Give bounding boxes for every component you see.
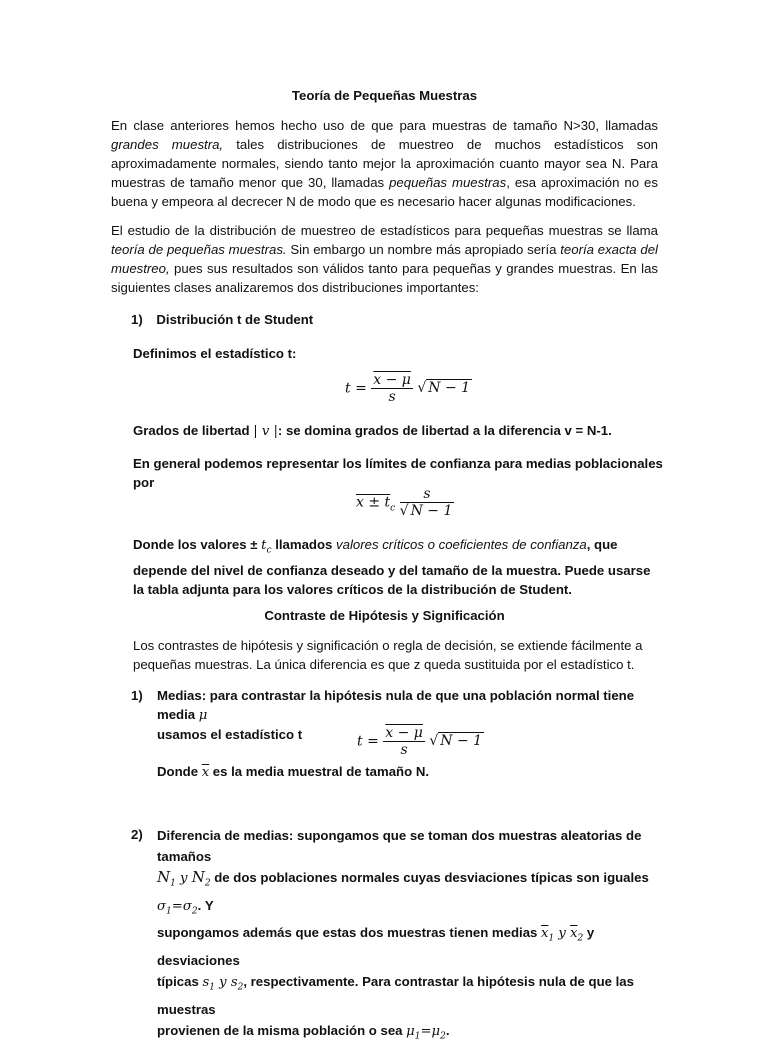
donde-valores-paragraph [133,535,658,599]
ci-radicand: N − 1 [410,503,453,519]
medias-donde-b: es la media muestral de tamaño N. [209,764,430,779]
diferencia-line2-end: . Y [197,897,214,913]
formula-t-medias [357,725,484,758]
mu1-subscript: 1 [414,1031,421,1042]
diferencia-paragraph [157,825,662,1047]
diferencia-line2 [157,867,662,922]
x1-subscript: 1 [548,933,555,944]
formula-t-statistic [345,372,472,405]
p1-italic-d: pequeñas muestras [389,175,507,190]
s1-symbol: s [202,974,210,990]
grados-text-b: : se domina grados de libertad a la diferencia v = N-1. [277,423,612,438]
ci-subscript: c [390,503,396,514]
mu-symbol: μ [198,708,208,723]
p2-italic-d: teoría exacta del muestreo, [111,242,658,276]
equals-sign: = [171,898,183,914]
definimos-text: Definimos el estadístico t: [133,346,297,361]
xbar-symbol: $\overline{x}$ [201,765,210,780]
sigma2-symbol: σ [182,898,192,914]
equals-sign-2: = [420,1023,432,1039]
diferencia-line3-end: y desviaciones [157,925,595,968]
x2bar-symbol: $\overline{x}$ [570,926,578,942]
y3-connector: y [214,974,231,990]
grados-text-a: Grados de libertad [133,423,254,438]
tc-symbol: t [261,538,267,553]
x1bar-symbol: $\overline{x}$ [541,926,549,942]
sigma1-symbol: σ [157,898,167,914]
p1-italic-b: grandes muestra, [111,137,224,152]
donde-text-d: , que depende del nivel de confianza deseado y del tamaño de la muestra. Puede usarse la tabla adjunta para los valores críticos de la distribución de Student. [133,537,651,597]
formula-fraction [371,372,413,405]
medias-number: 1) [131,688,143,703]
diferencia-line4 [157,971,662,1020]
s1-subscript: 1 [209,982,215,993]
p2-text-a: El estudio de la distribución de muestreo de estadísticos para pequeñas muestras se llama [111,223,658,238]
formula2-numerator: x − μ [385,725,423,741]
n2-subscript: 2 [204,878,211,889]
mu2-symbol: μ [431,1023,441,1039]
n2-symbol: N [191,868,205,886]
ci-sqrt: √ N − 1 [399,503,453,519]
medias-donde-text [157,762,704,782]
mu2-subscript: 2 [440,1031,446,1042]
diferencia-line4-text: típicas [157,973,203,989]
page-title: Teoría de Pequeñas Muestras [291,88,478,103]
formula-confidence-interval [356,486,454,519]
formula2-denominator: s [400,742,408,758]
section-title: Distribución t de Student [156,312,314,327]
medias-text2: usamos el estadístico t [157,727,303,742]
diferencia-line1: Diferencia de medias: supongamos que se toman dos muestras aleatorias de tamaños [157,828,642,864]
donde-italic-c: valores críticos o coeficientes de confianza [336,537,587,552]
study-paragraph [111,221,658,297]
formula-radicand: N − 1 [428,380,471,396]
formula2-radicand: N − 1 [440,733,483,749]
grados-libertad-text [133,421,680,441]
p2-italic-b: teoría de pequeñas muestras. [111,242,287,257]
y2-connector: y [554,926,571,942]
section-number: 1) [131,312,143,327]
limites-confianza-text: En general podemos representar los límites de confianza para medias poblacionales por [133,456,663,490]
sigma2-subscript: 2 [191,906,198,917]
ci-lhs: x ± t [356,494,391,511]
n1-subscript: 1 [170,878,176,889]
diferencia-line5-text: provienen de la misma población o sea [157,1022,407,1038]
formula-lhs: t = [345,380,367,397]
diferencia-number: 2) [131,827,143,842]
y1-connector: y [175,871,192,886]
formula2-fraction [383,725,425,758]
x2-subscript: 2 [577,933,584,944]
contraste-paragraph: Los contrastes de hipótesis y significación o regla de decisión, se extiende fácilmente a pequeñas muestras. La única diferencia es que z queda sustituida por el estadístico t. [133,638,643,672]
formula2-sqrt: √ N − 1 [429,733,483,749]
diferencia-line5-end: . [445,1022,450,1038]
medias-text: Medias: para contrastar la hipótesis nula de que una población normal tiene media [157,688,635,722]
p1-text-c: tales distribuciones de muestreo de muchos estadísticos son aproximadamente normales, siendo tanto mejor la aproximación cuanto mayor sea N. Para muestras de tamaño menor que 30, llamadas [111,137,658,190]
medias-donde-a: Donde [157,764,202,779]
grados-symbol: | v | [253,424,278,439]
ci-fraction [400,486,455,519]
ci-numerator: s [400,486,455,503]
diferencia-line2-text: de dos poblaciones normales cuyas desviaciones típicas son iguales [210,870,649,885]
diferencia-line4-end: , respectivamente. Para contrastar la hipótesis nula de que las muestras [157,973,634,1017]
tc-subscript: c [266,545,272,556]
p1-text-a: En clase anteriores hemos hecho uso de que para muestras de tamaño N>30, llamadas [111,118,658,133]
n1-symbol: N [157,868,171,886]
s2-symbol: s [230,974,238,990]
p2-text-c: Sin embargo un nombre más apropiado sería [286,242,561,257]
diferencia-line3 [157,922,662,971]
section-contraste-heading: Contraste de Hipótesis y Significación [264,608,505,623]
p1-text-e: , esa aproximación no es buena y empeora al decrecer N de modo que es necesario hacer algunas modificaciones. [111,175,658,209]
donde-text-a: Donde los valores ± [133,537,262,552]
formula-sqrt: √ N − 1 [417,380,471,396]
formula-denominator: s [388,389,396,405]
donde-text-b: llamados [271,537,337,552]
s2-subscript: 2 [237,982,244,993]
formula2-lhs: t = [357,733,379,750]
formula-numerator: x − μ [373,372,411,388]
intro-paragraph [111,116,658,211]
mu1-symbol: μ [406,1023,415,1039]
section-student-heading [131,310,678,329]
p2-text-e: pues sus resultados son válidos tanto para pequeñas y grandes muestras. En las siguientes clases analizaremos dos distribuciones importantes: [111,261,658,295]
sigma1-subscript: 1 [166,906,172,917]
diferencia-line3-text: supongamos además que estas dos muestras tienen medias [157,925,542,941]
